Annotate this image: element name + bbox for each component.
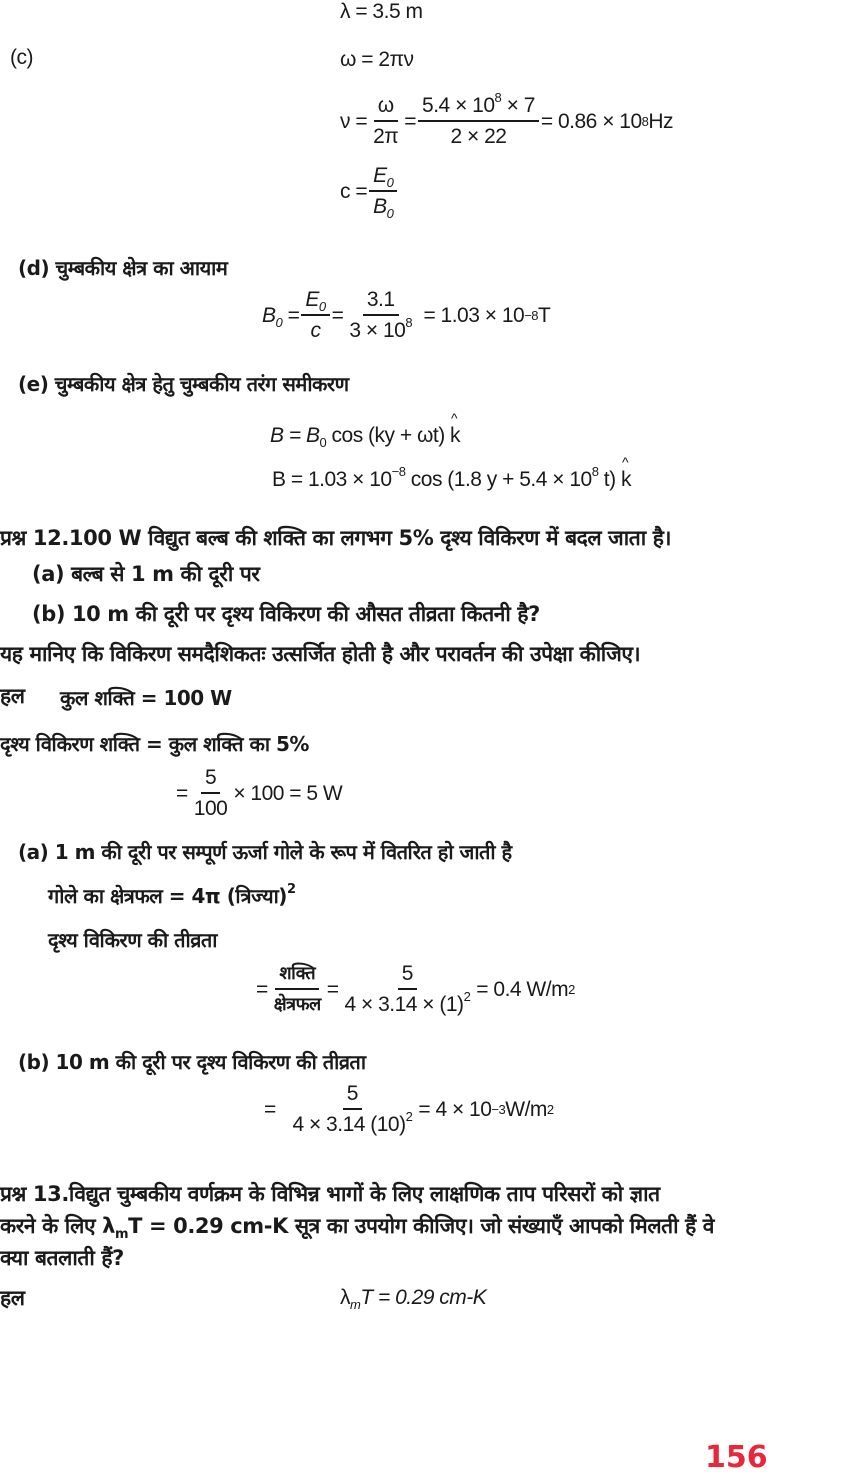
speed-of-light-equation: c = $\frac{E_0}{B_0}$	[340, 164, 399, 219]
part-d-heading: (d) चुम्बकीय क्षेत्र का आयाम	[18, 256, 228, 280]
sphere-area: गोले का क्षेत्रफल = 4π (त्रिज्या)$^2$	[48, 882, 296, 908]
intensity-label: दृश्य विकिरण की तीव्रता	[48, 928, 217, 952]
solution-13-label: हल	[0, 1286, 25, 1310]
numeric-fraction: $\frac{5.4 \times 10^8 \times 7}{2 \times 22}$	[418, 94, 539, 149]
question-13-line-2: करने के लिए $\lambda_mT = 0.29$ cm-K सूत्र का उपयोग कीजिए। जो संख्याएँ आपको मिलती हैं वे	[0, 1214, 715, 1242]
omega-over-2pi: $\frac{\omega}{2\pi}$	[373, 94, 399, 148]
wien-law-equation: $\lambda_mT = 0.29$ cm-K	[340, 1286, 487, 1312]
wave-equation-numeric: $B = 1.03 \times 10^{-8}$ cos (1.8 $y + 5.4 \times 10^8$ t) ^ k	[272, 468, 631, 492]
question-12-label: प्रश्न 12.	[0, 526, 69, 550]
question-12-assumption: यह मानिए कि विकिरण समदैशिकतः उत्सर्जित होती है और परावर्तन की उपेक्षा कीजिए।	[0, 642, 641, 666]
question-13-line-3: क्या बतलाती हैं?	[0, 1246, 124, 1270]
part-c-label: (c)	[10, 46, 33, 69]
visible-power-calc: = $\frac{5}{100}$ × 100 = 5 W	[176, 766, 343, 820]
part-a-text: (a) 1 m की दूरी पर सम्पूर्ण ऊर्जा गोले के रूप में वितरित हो जाती है	[18, 840, 512, 864]
magnetic-amplitude-equation: $B_0$ = $\frac{E_0}{c}$ = $\frac{3.1}{3 \times 10^8}$ = 1.03 × 10 −8 T	[262, 288, 551, 342]
intensity-equation-1m: = $\frac{\text{शक्ति}}{\text{क्षेत्रफल}}$ = $\frac{5}{4 \times 3.14 \times (1)^2}$ = 0.4 W/m 2	[256, 962, 575, 1016]
question-12-part-a: (a) बल्ब से 1 m की दूरी पर	[32, 562, 260, 586]
lambda-result: λ = 3.5 m	[340, 0, 423, 23]
frequency-equation: ν = $\frac{\omega}{2\pi}$ = $\frac{5.4 \times 10^8 \times 7}{2 \times 22}$ = 0.86 × 10 8 Hz	[340, 90, 674, 148]
question-12: प्रश्न 12.100 W विद्युत बल्ब की शक्ति का लगभग 5% दृश्य विकिरण में बदल जाता है।	[0, 526, 672, 550]
wave-equation-general: $B = B_0$ cos (ky + ωt) ^ k	[270, 424, 460, 448]
part-b-text: (b) 10 m की दूरी पर दृश्य विकिरण की तीव्रता	[18, 1050, 366, 1074]
part-e-heading: (e) चुम्बकीय क्षेत्र हेतु चुम्बकीय तरंग समीकरण	[18, 372, 349, 396]
intensity-equation-10m: = $\frac{5}{4 \times 3.14 (10)^2}$ = 4 × 10 −3 W/m 2	[264, 1082, 554, 1136]
omega-equation: ω = 2πν	[340, 48, 414, 71]
visible-power: दृश्य विकिरण शक्ति = कुल शक्ति का 5%	[0, 732, 309, 756]
question-13-line-1: प्रश्न 13.विद्युत चुम्बकीय वर्णक्रम के विभिन्न भागों के लिए लाक्षणिक ताप परिसरों को ज्ञात	[0, 1182, 660, 1206]
solution-12-label: हल	[0, 684, 25, 708]
page-number: 156	[705, 1440, 768, 1475]
question-12-part-b: (b) 10 m की दूरी पर दृश्य विकिरण की औसत तीव्रता कितनी है?	[32, 602, 540, 626]
total-power: कुल शक्ति = 100 W	[60, 686, 232, 710]
question-13-label: प्रश्न 13.	[0, 1182, 69, 1206]
